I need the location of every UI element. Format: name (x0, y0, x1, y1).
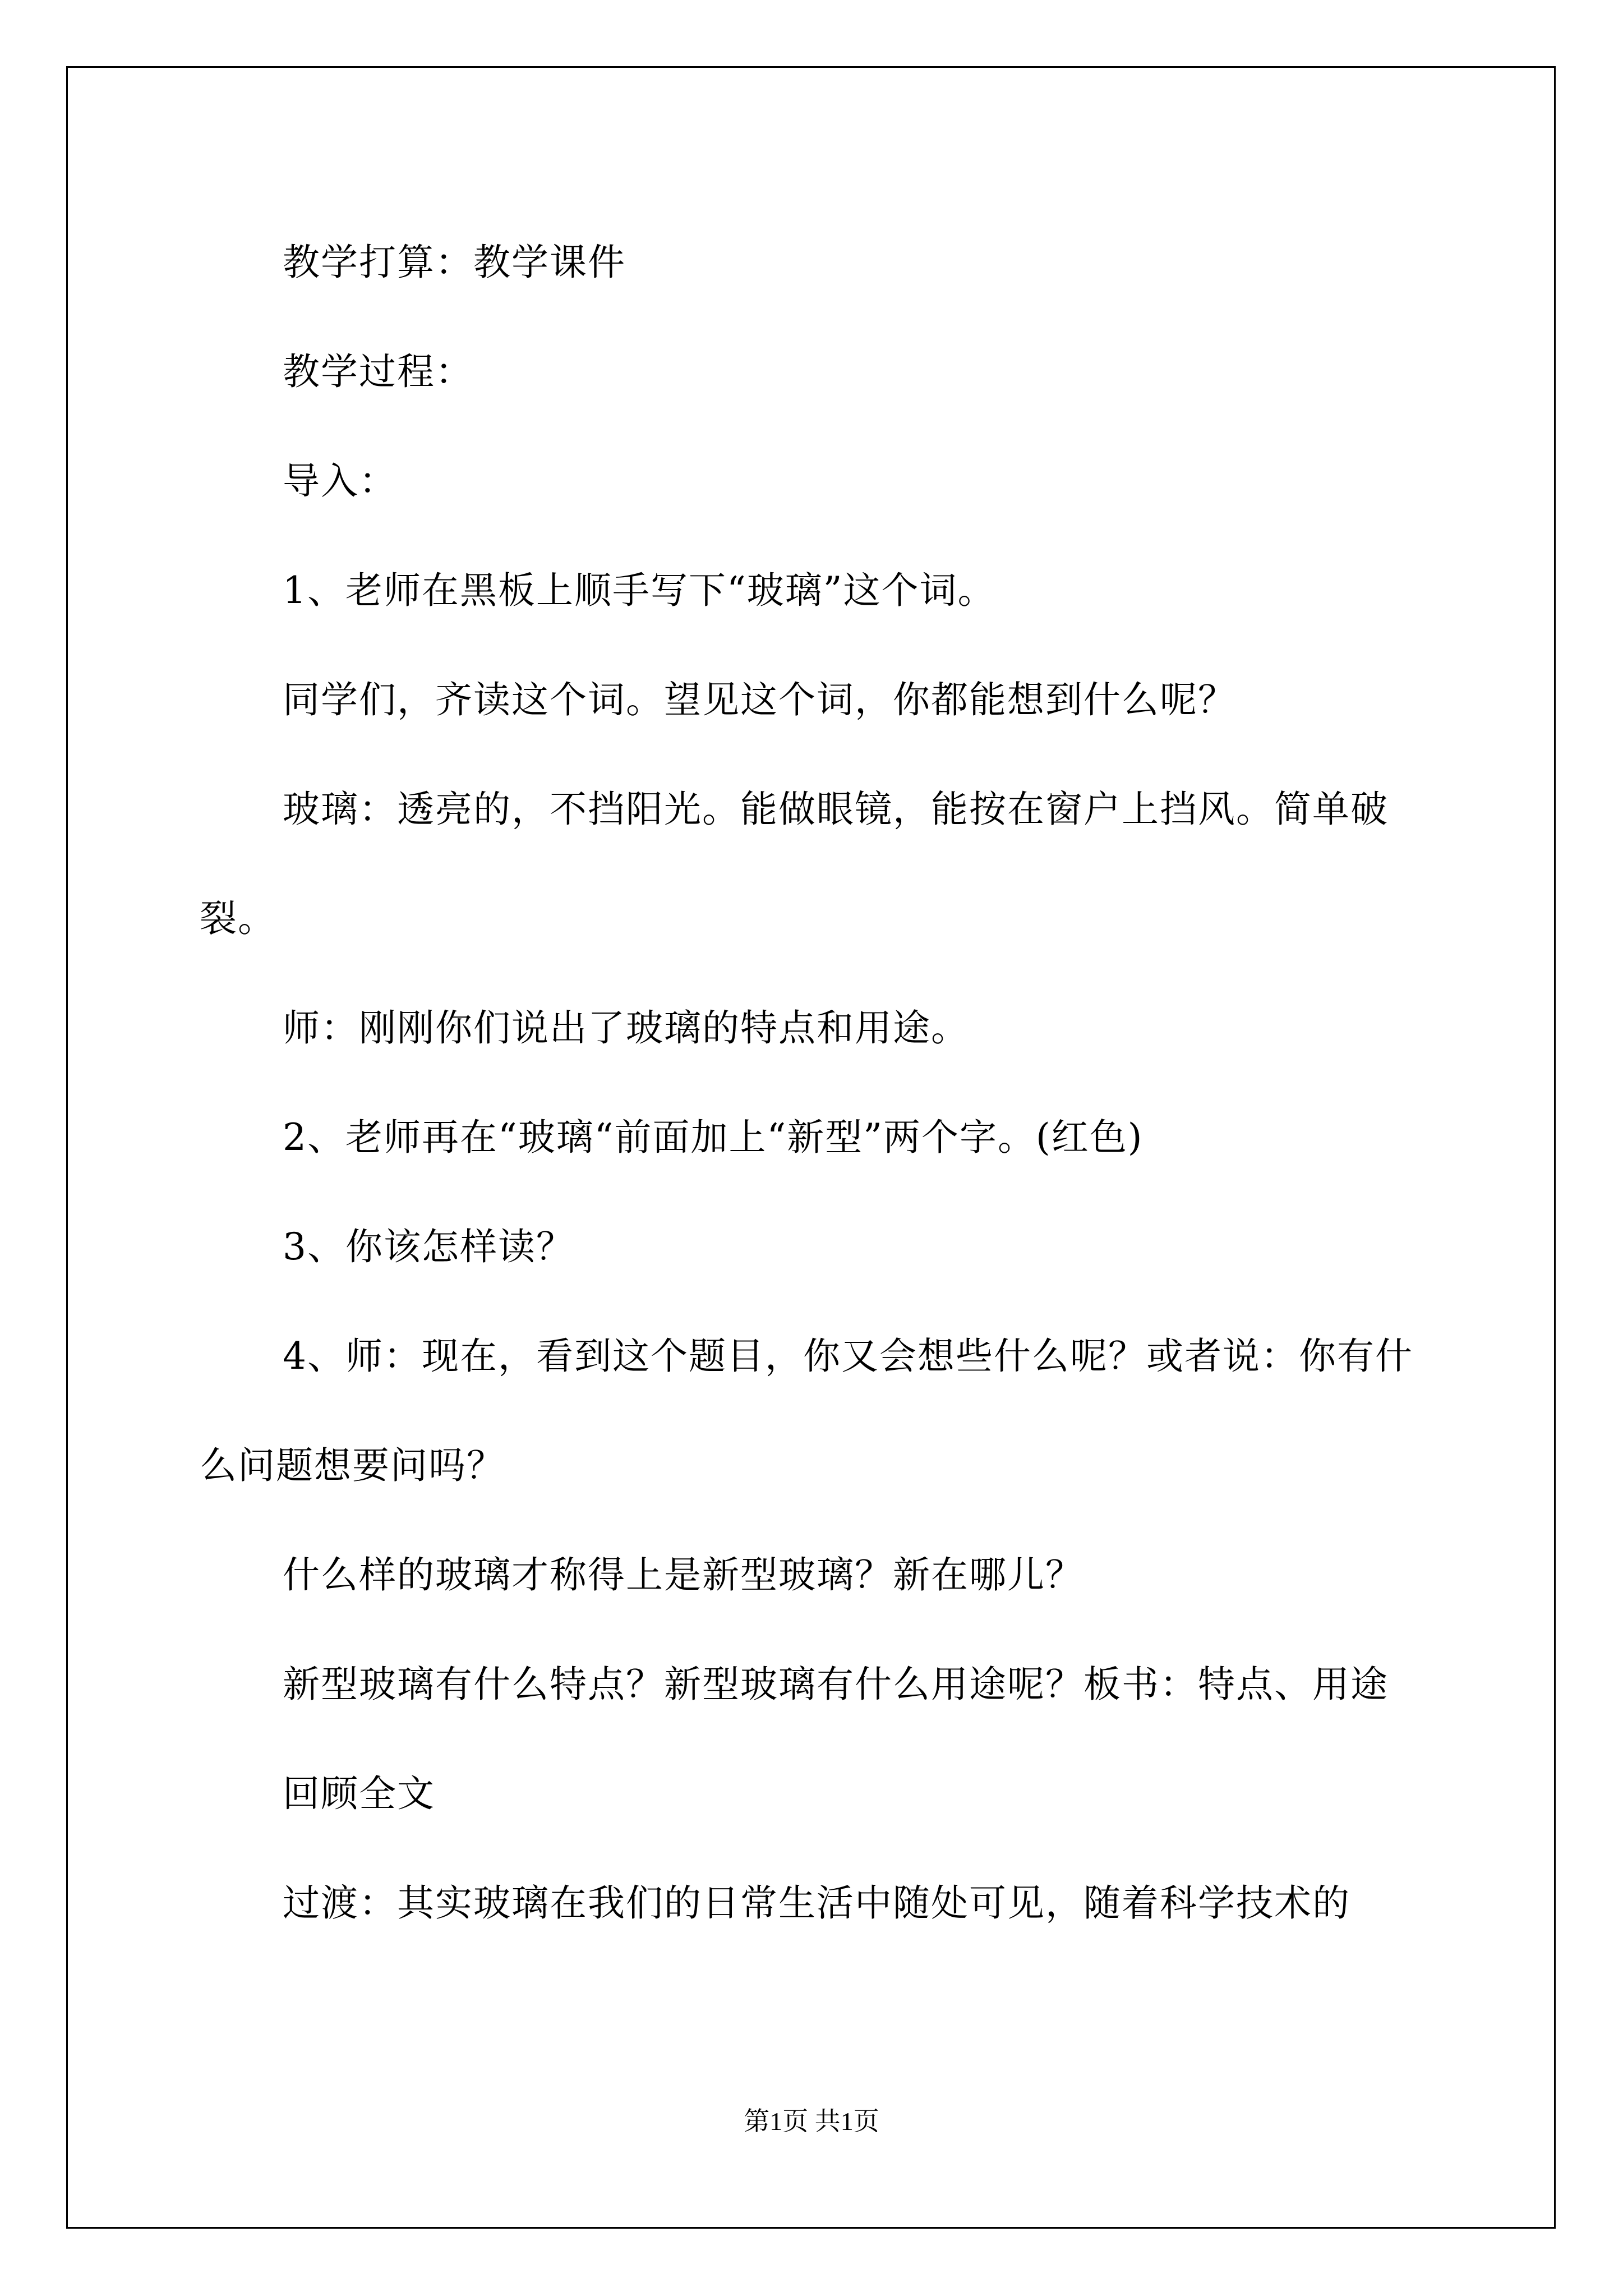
paragraph-review: 回顾全文 (283, 1772, 435, 1815)
paragraph-read-word: 同学们，齐读这个词。望见这个词，你都能想到什么呢？ (283, 678, 1236, 721)
paragraph-step-3: 3、你该怎样读？ (283, 1225, 574, 1268)
paragraph-teacher-summary: 师：刚刚你们说出了玻璃的特点和用途。 (283, 1006, 969, 1050)
paragraph-transition: 过渡：其实玻璃在我们的日常生活中随处可见，随着科学技术的 (283, 1881, 1350, 1925)
paragraph-process: 教学过程： (283, 350, 473, 393)
paragraph-step-4: 4、师：现在，看到这个题目，你又会想些什么呢？或者说：你有什么问题想要问吗？ (200, 1335, 1413, 1487)
paragraph-step-2: 2、老师再在“玻璃“前面加上“新型”两个字。(红色) (283, 1116, 1144, 1159)
paragraph-intro: 导入： (283, 459, 397, 503)
paragraph-question-new: 什么样的玻璃才称得上是新型玻璃？新在哪儿？ (283, 1553, 1083, 1596)
paragraph-glass-traits: 玻璃：透亮的，不挡阳光。能做眼镜，能按在窗户上挡风。简单破裂。 (200, 788, 1389, 940)
document-body (200, 208, 1433, 1958)
paragraph-step-1: 1、老师在黑板上顺手写下“玻璃”这个词。 (283, 569, 996, 612)
paragraph-prep: 教学打算：教学课件 (283, 241, 626, 284)
page-footer: 第1页 共1页 (744, 2107, 879, 2136)
paragraph-question-use: 新型玻璃有什么特点？新型玻璃有什么用途呢？板书：特点、用途 (283, 1663, 1389, 1706)
